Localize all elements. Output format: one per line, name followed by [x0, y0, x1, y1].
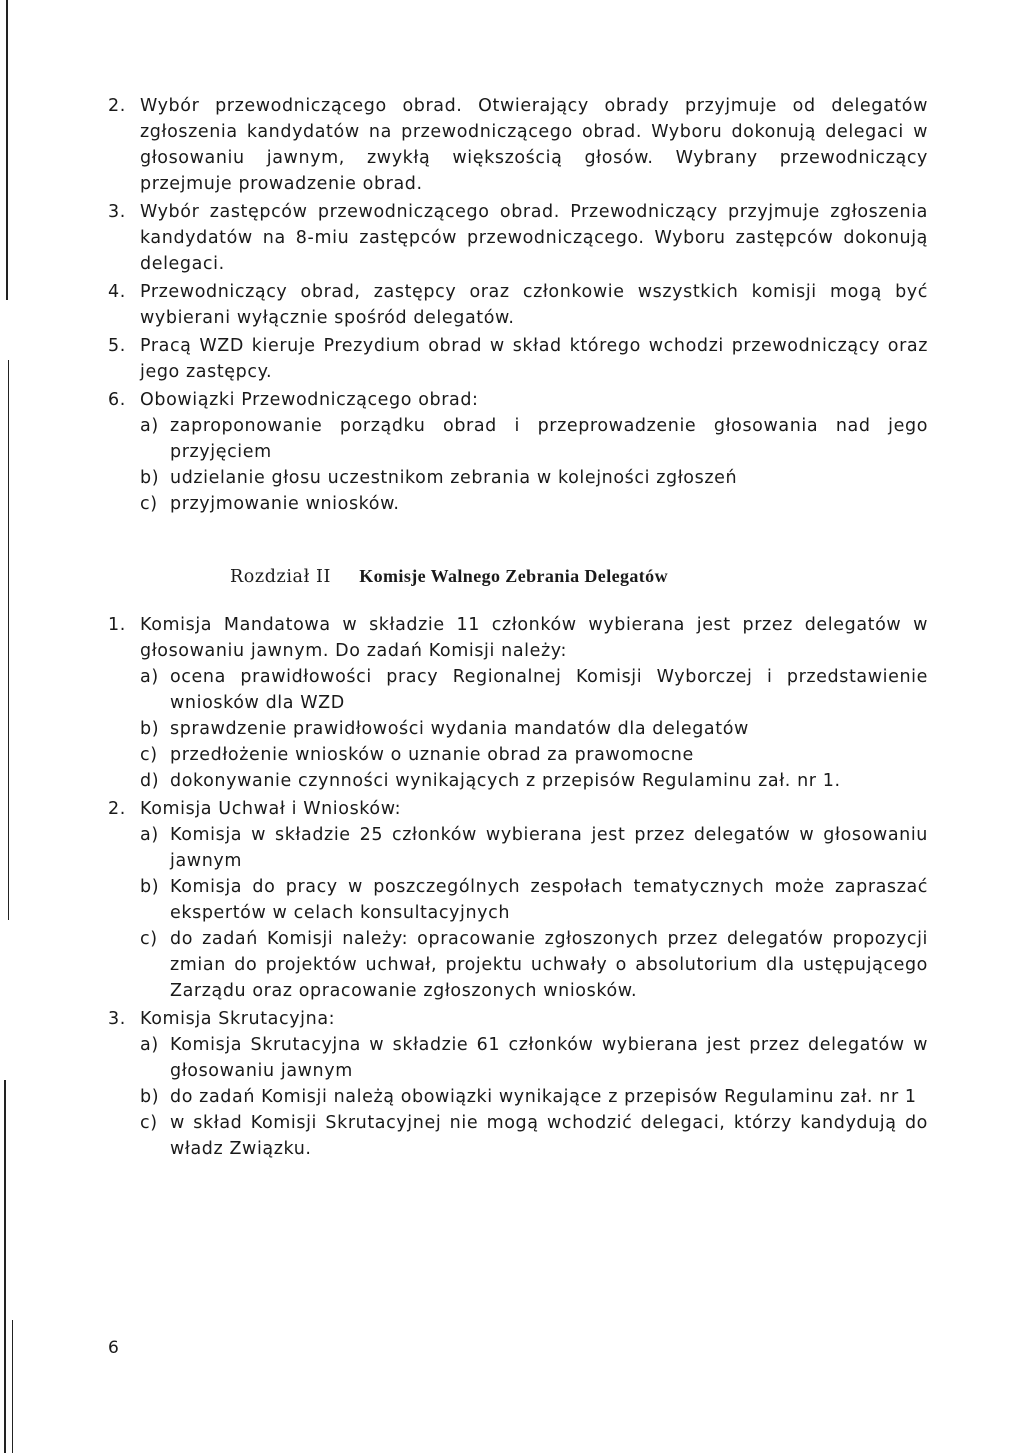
- item-text: Komisja Mandatowa w składzie 11 członków wybierana jest przez delegatów w głosowaniu jawnym. Do zadań Komisji należy:: [140, 615, 928, 661]
- sub-item-label: a): [140, 825, 159, 845]
- sub-item-label: c): [140, 494, 158, 514]
- item-text: Komisja Uchwał i Wniosków:: [140, 799, 402, 819]
- item-number: 2.: [108, 799, 126, 819]
- chapter-title: Komisje Walnego Zebrania Delegatów: [359, 566, 668, 586]
- item-number: 6.: [108, 390, 126, 410]
- scan-edge-line: [4, 1080, 6, 1453]
- sub-item-label: a): [140, 667, 159, 687]
- sub-item-text: ocena prawidłowości pracy Regionalnej Komisji Wyborczej i przedstawienie wniosków dla WZD: [170, 667, 928, 713]
- sub-item-text: Komisja do pracy w poszczególnych zespołach tematycznych może zapraszać ekspertów w celach konsultacyjnych: [170, 877, 928, 923]
- chapter-heading: [108, 563, 928, 590]
- item-text: Obowiązki Przewodniczącego obrad:: [140, 390, 479, 410]
- document-page: [108, 93, 928, 1162]
- sub-item: [140, 716, 928, 742]
- item-text: Wybór przewodniczącego obrad. Otwierający obrady przyjmuje od delegatów zgłoszenia kandydatów na przewodniczącego obrad. Wyboru dokonują delegaci w głosowaniu jawnym, zwykłą większością głosów. Wybrany przewodniczący przejmuje prowadzenie obrad.: [140, 96, 928, 194]
- sub-item: [140, 926, 928, 1004]
- list-item: [108, 199, 928, 277]
- sub-item: [140, 1110, 928, 1162]
- sub-item: [140, 822, 928, 874]
- sub-item-text: dokonywanie czynności wynikających z przepisów Regulaminu zał. nr 1.: [170, 771, 841, 791]
- item-number: 4.: [108, 282, 126, 302]
- sub-item-text: sprawdzenie prawidłowości wydania mandatów dla delegatów: [170, 719, 749, 739]
- sub-item-label: c): [140, 1113, 158, 1133]
- list-item: [108, 796, 928, 1004]
- item-number: 5.: [108, 336, 126, 356]
- sub-item-text: Komisja Skrutacyjna w składzie 61 członków wybierana jest przez delegatów w głosowaniu jawnym: [170, 1035, 928, 1081]
- item-text: Przewodniczący obrad, zastępcy oraz członkowie wszystkich komisji mogą być wybierani wyłącznie spośród delegatów.: [140, 282, 928, 328]
- scan-edge-line: [12, 1320, 13, 1453]
- sub-item: [140, 413, 928, 465]
- sub-item-text: przedłożenie wniosków o uznanie obrad za prawomocne: [170, 745, 694, 765]
- sub-item: [140, 491, 928, 517]
- item-text: Pracą WZD kieruje Prezydium obrad w skład którego wchodzi przewodniczący oraz jego zastępcy.: [140, 336, 928, 382]
- sub-item-label: a): [140, 1035, 159, 1055]
- sub-item: [140, 742, 928, 768]
- section-list-1: [108, 93, 928, 517]
- item-number: 1.: [108, 615, 126, 635]
- item-text: Komisja Skrutacyjna:: [140, 1009, 336, 1029]
- sub-item-text: przyjmowanie wniosków.: [170, 494, 400, 514]
- sub-item: [140, 465, 928, 491]
- scan-edge-line: [6, 0, 8, 300]
- section-list-2: [108, 612, 928, 1162]
- sub-item: [140, 664, 928, 716]
- page-number: 6: [108, 1338, 119, 1358]
- sub-item-label: b): [140, 719, 160, 739]
- sub-item-text: do zadań Komisji należy: opracowanie zgłoszonych przez delegatów propozycji zmian do projektów uchwał, projektu uchwały o absolutorium dla ustępującego Zarządu oraz opracowanie zgłoszonych wniosków.: [170, 929, 928, 1001]
- sub-item: [140, 768, 928, 794]
- sub-item-text: udzielanie głosu uczestnikom zebrania w kolejności zgłoszeń: [170, 468, 738, 488]
- list-item: [108, 387, 928, 517]
- sub-item: [140, 1084, 928, 1110]
- sub-item-text: do zadań Komisji należą obowiązki wynikające z przepisów Regulaminu zał. nr 1: [170, 1087, 917, 1107]
- list-item: [108, 279, 928, 331]
- sub-item: [140, 874, 928, 926]
- sub-item-label: c): [140, 745, 158, 765]
- sub-item-label: c): [140, 929, 158, 949]
- sub-item-text: w skład Komisji Skrutacyjnej nie mogą wchodzić delegaci, którzy kandydują do władz Związku.: [170, 1113, 928, 1159]
- sub-item: [140, 1032, 928, 1084]
- item-number: 2.: [108, 96, 126, 116]
- list-item: [108, 333, 928, 385]
- list-item: [108, 93, 928, 197]
- sub-item-text: zaproponowanie porządku obrad i przeprowadzenie głosowania nad jego przyjęciem: [170, 416, 928, 462]
- sub-item-label: b): [140, 877, 160, 897]
- sub-item-label: b): [140, 468, 160, 488]
- sub-item-label: d): [140, 771, 160, 791]
- chapter-label: Rozdział II: [230, 567, 332, 587]
- sub-item-label: b): [140, 1087, 160, 1107]
- sub-item-label: a): [140, 416, 159, 436]
- list-item: [108, 1006, 928, 1162]
- item-text: Wybór zastępców przewodniczącego obrad. Przewodniczący przyjmuje zgłoszenia kandydatów na 8-miu zastępców przewodniczącego. Wyboru zastępców dokonują delegaci.: [140, 202, 928, 274]
- item-number: 3.: [108, 202, 126, 222]
- item-number: 3.: [108, 1009, 126, 1029]
- scan-edge-line: [8, 360, 9, 920]
- sub-item-text: Komisja w składzie 25 członków wybierana jest przez delegatów w głosowaniu jawnym: [170, 825, 928, 871]
- list-item: [108, 612, 928, 794]
